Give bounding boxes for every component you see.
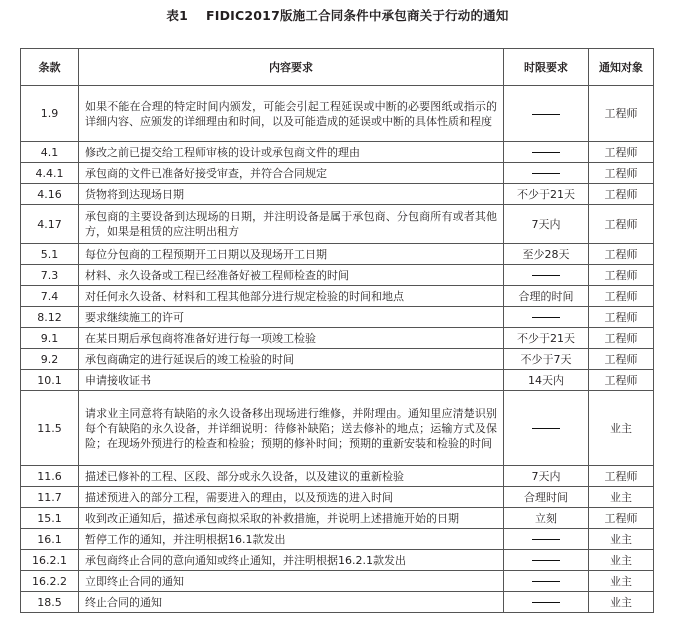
time-limit-cell: 7天内: [504, 466, 589, 487]
clause-cell: 7.3: [21, 265, 79, 286]
empty-dash: [532, 602, 560, 603]
target-cell: 工程师: [589, 265, 654, 286]
requirement-cell: 请求业主同意将有缺陷的永久设备移出现场进行维修，并附理由。通知里应清楚识别每个有缺陷的永久设备，并详细说明：待修补缺陷；送去修补的地点；运输方式及保险；在现场外预进行的检查和检验；预期的修补时间；预期的重新安装和检验的时间: [79, 391, 504, 466]
time-limit-cell: 14天内: [504, 370, 589, 391]
clause-cell: 11.5: [21, 391, 79, 466]
target-cell: 工程师: [589, 370, 654, 391]
notice-table: [20, 48, 654, 613]
time-limit-cell: [504, 571, 589, 592]
target-cell: 工程师: [589, 184, 654, 205]
target-cell: 工程师: [589, 286, 654, 307]
requirement-cell: 修改之前已提交给工程师审核的设计或承包商文件的理由: [79, 142, 504, 163]
empty-dash: [532, 539, 560, 540]
clause-cell: 16.1: [21, 529, 79, 550]
target-cell: 业主: [589, 571, 654, 592]
table-row: [21, 328, 654, 349]
clause-cell: 16.2.1: [21, 550, 79, 571]
requirement-cell: 描述预进入的部分工程，需要进入的理由，以及预选的进入时间: [79, 487, 504, 508]
clause-cell: 10.1: [21, 370, 79, 391]
empty-dash: [532, 152, 560, 153]
table-row: [21, 391, 654, 466]
clause-cell: 5.1: [21, 244, 79, 265]
time-limit-cell: 合理时间: [504, 487, 589, 508]
time-limit-cell: [504, 142, 589, 163]
empty-dash: [532, 560, 560, 561]
table-row: [21, 571, 654, 592]
requirement-cell: 立即终止合同的通知: [79, 571, 504, 592]
requirement-cell: 如果不能在合理的特定时间内颁发，可能会引起工程延误或中断的必要图纸或指示的详细内容、应颁发的详细理由和时间，以及可能造成的延误或中断的具体性质和程度: [79, 86, 504, 142]
target-cell: 工程师: [589, 163, 654, 184]
clause-cell: 16.2.2: [21, 571, 79, 592]
clause-cell: 11.6: [21, 466, 79, 487]
clause-cell: 4.4.1: [21, 163, 79, 184]
empty-dash: [532, 275, 560, 276]
time-limit-cell: [504, 265, 589, 286]
target-cell: 业主: [589, 487, 654, 508]
table-row: [21, 508, 654, 529]
clause-cell: 4.1: [21, 142, 79, 163]
table-caption: [0, 6, 675, 24]
table-body: [21, 86, 654, 613]
time-limit-cell: [504, 550, 589, 571]
target-cell: 工程师: [589, 349, 654, 370]
clause-cell: 8.12: [21, 307, 79, 328]
time-limit-cell: [504, 592, 589, 613]
target-cell: 工程师: [589, 142, 654, 163]
caption-number: 表1: [166, 8, 188, 23]
requirement-cell: 承包商的主要设备到达现场的日期，并注明设备是属于承包商、分包商所有或者其他方，如果是租赁的应注明出租方: [79, 205, 504, 244]
time-limit-cell: 不少于7天: [504, 349, 589, 370]
empty-dash: [532, 173, 560, 174]
empty-dash: [532, 317, 560, 318]
time-limit-cell: [504, 307, 589, 328]
header-clause: 条款: [21, 49, 79, 86]
requirement-cell: 描述已修补的工程、区段、部分或永久设备，以及建议的重新检验: [79, 466, 504, 487]
target-cell: 工程师: [589, 328, 654, 349]
target-cell: 业主: [589, 529, 654, 550]
clause-cell: 1.9: [21, 86, 79, 142]
clause-cell: 11.7: [21, 487, 79, 508]
header-requirement: 内容要求: [79, 49, 504, 86]
clause-cell: 9.1: [21, 328, 79, 349]
table-row: [21, 370, 654, 391]
requirement-cell: 承包商的文件已准备好接受审查，并符合合同规定: [79, 163, 504, 184]
time-limit-cell: 立刻: [504, 508, 589, 529]
time-limit-cell: 不少于21天: [504, 184, 589, 205]
table-row: [21, 163, 654, 184]
empty-dash: [532, 114, 560, 115]
time-limit-cell: [504, 391, 589, 466]
table-row: [21, 487, 654, 508]
empty-dash: [532, 581, 560, 582]
requirement-cell: 收到改正通知后，描述承包商拟采取的补救措施，并说明上述措施开始的日期: [79, 508, 504, 529]
time-limit-cell: 至少28天: [504, 244, 589, 265]
time-limit-cell: [504, 86, 589, 142]
requirement-cell: 每位分包商的工程预期开工日期以及现场开工日期: [79, 244, 504, 265]
target-cell: 工程师: [589, 466, 654, 487]
requirement-cell: 在某日期后承包商将准备好进行每一项竣工检验: [79, 328, 504, 349]
time-limit-cell: 不少于21天: [504, 328, 589, 349]
caption-title: FIDIC2017版施工合同条件中承包商关于行动的通知: [206, 8, 509, 23]
table-row: [21, 349, 654, 370]
requirement-cell: 对任何永久设备、材料和工程其他部分进行规定检验的时间和地点: [79, 286, 504, 307]
target-cell: 业主: [589, 550, 654, 571]
time-limit-cell: 合理的时间: [504, 286, 589, 307]
requirement-cell: 承包商确定的进行延误后的竣工检验的时间: [79, 349, 504, 370]
requirement-cell: 承包商终止合同的意向通知或终止通知，并注明根据16.2.1款发出: [79, 550, 504, 571]
target-cell: 业主: [589, 391, 654, 466]
requirement-cell: 申请接收证书: [79, 370, 504, 391]
requirement-cell: 要求继续施工的许可: [79, 307, 504, 328]
target-cell: 工程师: [589, 244, 654, 265]
header-row: [21, 49, 654, 86]
target-cell: 工程师: [589, 86, 654, 142]
table-row: [21, 592, 654, 613]
table-row: [21, 142, 654, 163]
time-limit-cell: 7天内: [504, 205, 589, 244]
requirement-cell: 终止合同的通知: [79, 592, 504, 613]
time-limit-cell: [504, 529, 589, 550]
target-cell: 工程师: [589, 205, 654, 244]
requirement-cell: 暂停工作的通知，并注明根据16.1款发出: [79, 529, 504, 550]
requirement-cell: 货物将到达现场日期: [79, 184, 504, 205]
table-row: [21, 86, 654, 142]
clause-cell: 18.5: [21, 592, 79, 613]
table-row: [21, 184, 654, 205]
table-row: [21, 244, 654, 265]
time-limit-cell: [504, 163, 589, 184]
target-cell: 工程师: [589, 508, 654, 529]
header-time-limit: 时限要求: [504, 49, 589, 86]
empty-dash: [532, 428, 560, 429]
table-row: [21, 205, 654, 244]
target-cell: 业主: [589, 592, 654, 613]
table-row: [21, 529, 654, 550]
clause-cell: 4.16: [21, 184, 79, 205]
table-row: [21, 466, 654, 487]
table-row: [21, 307, 654, 328]
table-row: [21, 550, 654, 571]
clause-cell: 7.4: [21, 286, 79, 307]
table-row: [21, 286, 654, 307]
target-cell: 工程师: [589, 307, 654, 328]
clause-cell: 9.2: [21, 349, 79, 370]
clause-cell: 4.17: [21, 205, 79, 244]
header-target: 通知对象: [589, 49, 654, 86]
requirement-cell: 材料、永久设备或工程已经准备好被工程师检查的时间: [79, 265, 504, 286]
table-row: [21, 265, 654, 286]
clause-cell: 15.1: [21, 508, 79, 529]
